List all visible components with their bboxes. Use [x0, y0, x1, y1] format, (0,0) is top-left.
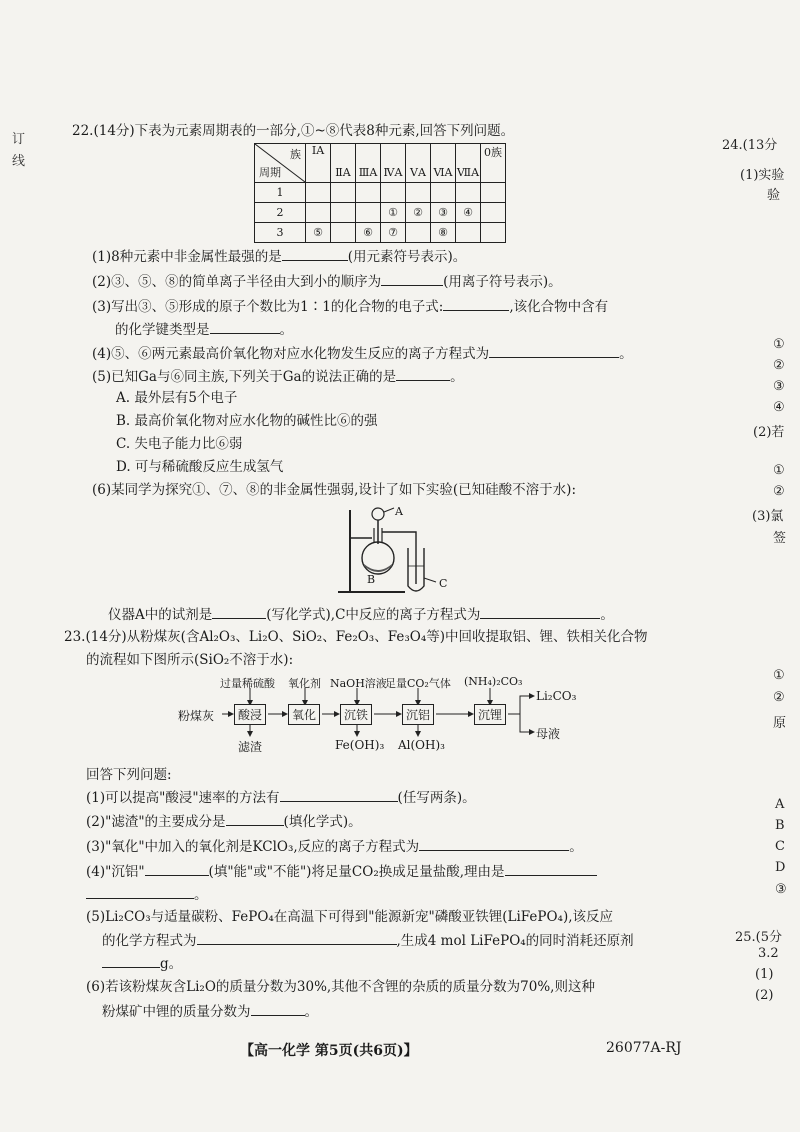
q23-part4: (4)"沉铝" (填"能"或"不能")将足量CO₂换成足量盐酸,理由是 — [86, 861, 597, 881]
right-fragment: ② — [773, 484, 785, 499]
reagent-label: 足量CO₂气体 — [385, 677, 451, 690]
right-fragment: ④ — [773, 400, 785, 415]
group-0: 0族 — [481, 144, 506, 183]
right-fragment: ① — [773, 463, 785, 478]
q23-title-cont: 的流程如下图所示(SiO₂不溶于水): — [86, 652, 294, 668]
q22-option-d: D. 可与稀硫酸反应生成氢气 — [116, 459, 284, 475]
right-fragment: B — [775, 818, 785, 833]
q23-part2: (2)"滤渣"的主要成分是 (填化学式)。 — [86, 811, 362, 831]
right-fragment: 24.(13分 — [722, 138, 778, 153]
right-fragment: (3)氯 — [752, 509, 784, 524]
product-label: Li₂CO₃ — [536, 689, 577, 703]
table-header-cell: 族 周期 — [255, 144, 306, 183]
label-a: A — [395, 505, 403, 518]
group-label: ⅡA — [331, 163, 356, 183]
group-label: ⅣA — [381, 163, 406, 183]
step-box: 酸浸 — [234, 704, 266, 725]
table-row: 1 — [255, 183, 506, 203]
step-box: 沉锂 — [474, 704, 506, 725]
output-label: Fe(OH)₃ — [335, 738, 385, 752]
q23-part6-cont: 粉煤矿中锂的质量分数为 。 — [102, 1001, 318, 1021]
q22-option-a: A. 最外层有5个电子 — [116, 390, 238, 406]
step-box: 沉铝 — [402, 704, 434, 725]
right-fragment: ① — [773, 668, 785, 683]
q23-part1: (1)可以提高"酸浸"速率的方法有 (任写两条)。 — [86, 787, 476, 807]
group-label: ⅦA — [456, 163, 481, 183]
right-fragment: (1) — [755, 967, 774, 982]
q23-part4-cont: 。 — [86, 884, 208, 904]
q23-part3: (3)"氧化"中加入的氧化剂是KClO₃,反应的离子方程式为 。 — [86, 836, 583, 856]
group-label: ⅥA — [431, 163, 456, 183]
right-fragment: A — [775, 797, 785, 812]
flowchart — [178, 670, 577, 770]
right-fragment: D — [775, 860, 786, 875]
table-row: 2 ① ② ③ ④ — [255, 203, 506, 223]
q22-option-c: C. 失电子能力比⑥弱 — [116, 436, 243, 452]
q23-intro: 回答下列问题: — [86, 767, 172, 783]
label-c: C — [439, 577, 448, 590]
right-fragment: 验 — [767, 188, 781, 203]
right-fragment: ② — [773, 358, 785, 373]
right-fragment: ① — [773, 337, 785, 352]
group-label: ⅢA — [356, 163, 381, 183]
page-footer-left: 【高一化学 第5页(共6页)】 — [240, 1043, 418, 1059]
right-fragment: ③ — [773, 379, 785, 394]
output-label: 滤渣 — [238, 740, 263, 754]
reagent-label: 过量稀硫酸 — [220, 677, 275, 690]
right-fragment: 3.2 — [758, 946, 779, 961]
margin-char: 订 — [12, 132, 26, 147]
q23-title: 23.(14分)从粉煤灰(含Al₂O₃、Li₂O、SiO₂、Fe₂O₃、Fe₃O₄等)中回收提取铝、锂、铁相关化合物 — [64, 629, 648, 645]
q22-part1: (1)8种元素中非金属性最强的是 (用元素符号表示)。 — [92, 246, 466, 266]
right-fragment: C — [775, 839, 785, 854]
reagent-label: 氧化剂 — [288, 677, 321, 690]
reagent-label: NaOH溶液 — [330, 677, 387, 690]
reagent-label: (NH₄)₂CO₃ — [464, 675, 523, 688]
right-fragment: (2) — [755, 988, 774, 1003]
periodic-table — [254, 143, 506, 243]
margin-char: 线 — [12, 154, 26, 169]
right-fragment: (1)实验 — [740, 168, 785, 183]
q23-part5: (5)Li₂CO₃与适量碳粉、FePO₄在高温下可得到"能源新宠"磷酸亚铁锂(LiFePO₄),该反应 — [86, 909, 614, 925]
flow-start: 粉煤灰 — [178, 709, 215, 723]
output-label: Al(OH)₃ — [398, 738, 445, 752]
group-label: ⅤA — [406, 163, 431, 183]
group-IA: ⅠA — [306, 144, 331, 183]
step-box: 沉铁 — [340, 704, 372, 725]
q23-part5-end: g。 — [102, 953, 182, 973]
right-fragment: 原 — [773, 716, 787, 731]
page-footer-right: 26077A-RJ — [606, 1040, 682, 1056]
label-b: B — [367, 573, 376, 586]
q22-part6: (6)某同学为探究①、⑦、⑧的非金属性强弱,设计了如下实验(已知硅酸不溶于水): — [92, 482, 576, 498]
q22-title: 22.(14分)下表为元素周期表的一部分,①~⑧代表8种元素,回答下列问题。 — [72, 123, 515, 139]
q22-part4: (4)⑤、⑥两元素最高价氧化物对应水化物发生反应的离子方程式为 。 — [92, 343, 633, 363]
q22-part2: (2)③、⑤、⑧的简单离子半径由大到小的顺序为 (用离子符号表示)。 — [92, 271, 562, 291]
table-row: 3 ⑤ ⑥ ⑦ ⑧ — [255, 223, 506, 243]
right-fragment: 25.(5分 — [735, 930, 783, 945]
q22-option-b: B. 最高价氧化物对应水化物的碱性比⑥的强 — [116, 413, 378, 429]
right-fragment: ② — [773, 690, 785, 705]
right-fragment: (2)若 — [753, 425, 785, 440]
product-label: 母液 — [536, 727, 561, 741]
right-fragment: 签 — [773, 531, 787, 546]
q22-part6-answer: 仪器A中的试剂是 (写化学式),C中反应的离子方程式为 。 — [108, 604, 614, 624]
q23-part6: (6)若该粉煤灰含Li₂O的质量分数为30%,其他不含锂的杂质的质量分数为70%,则这种 — [86, 979, 595, 995]
q22-part3: (3)写出③、⑤形成的原子个数比为1∶1的化合物的电子式: ,该化合物中含有 — [92, 296, 608, 316]
q22-part5: (5)已知Ga与⑥同主族,下列关于Ga的说法正确的是 。 — [92, 366, 464, 386]
step-box: 氧化 — [288, 704, 320, 725]
q23-part5-cont: 的化学方程式为 ,生成4 mol LiFePO₄的同时消耗还原剂 — [102, 930, 634, 950]
right-fragment: ③ — [775, 882, 787, 897]
q22-part3-cont: 的化学键类型是 。 — [115, 319, 293, 339]
